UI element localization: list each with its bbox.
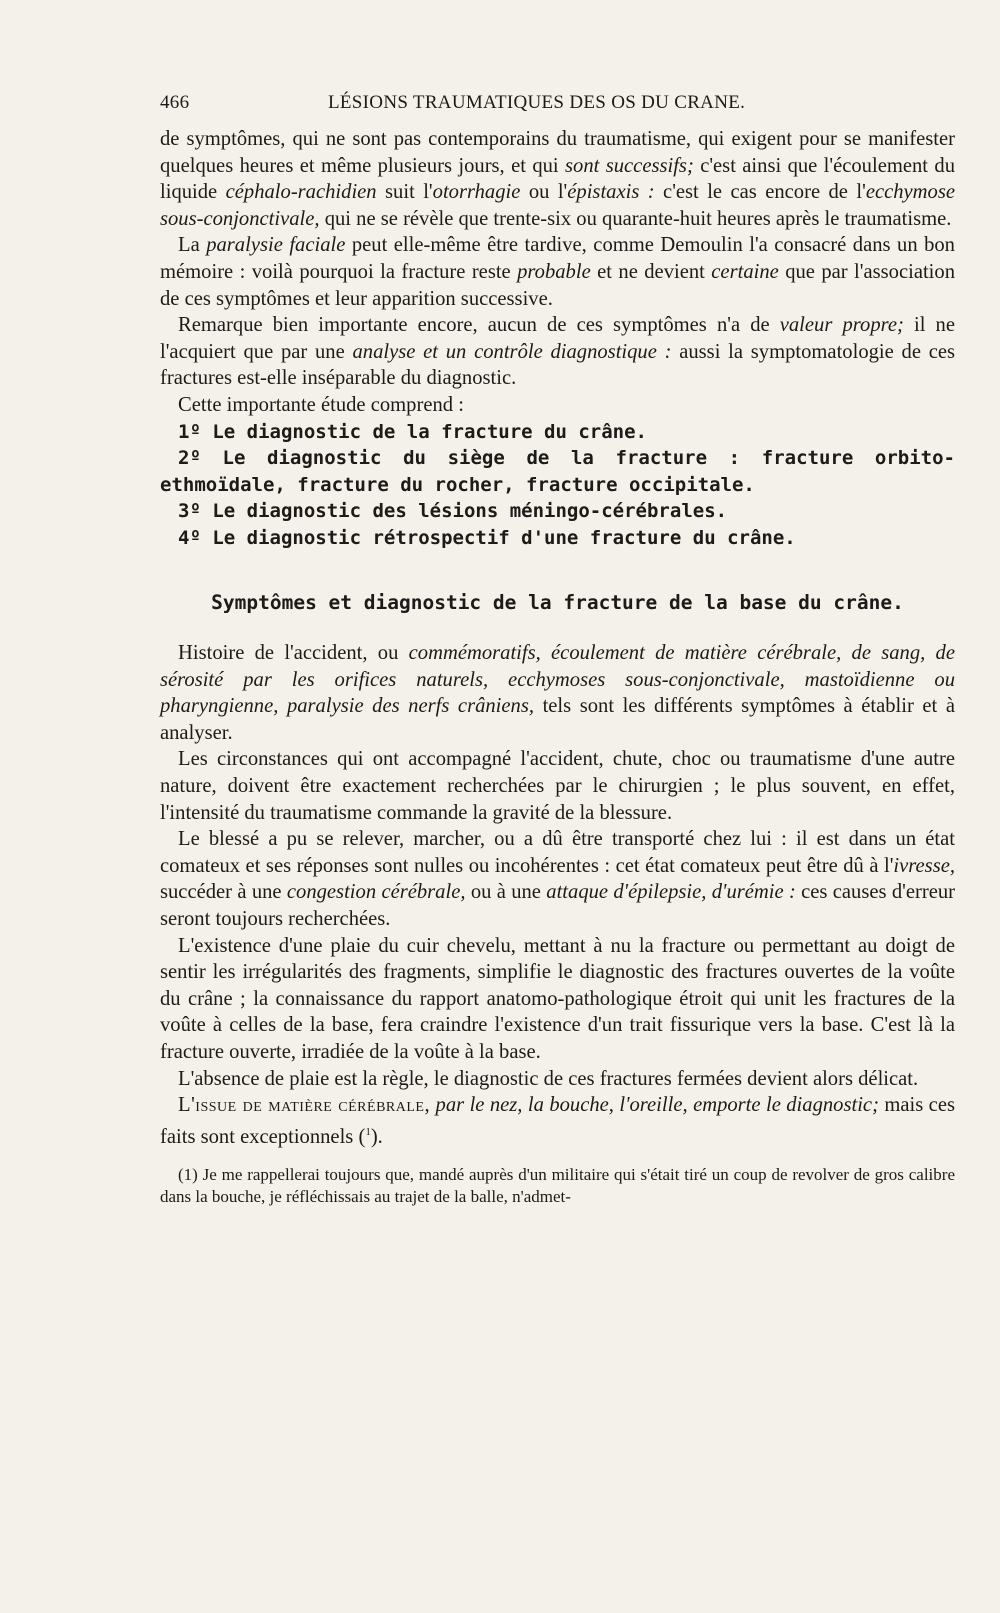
text-run: c'est le cas encore de l' <box>654 181 866 204</box>
text-run: succéder à une <box>160 881 287 904</box>
running-title: LÉSIONS TRAUMATIQUES DES OS DU CRANE. <box>328 92 746 113</box>
footnote <box>160 1164 955 1208</box>
text-run-smallcaps: L'issue de matière cérébrale, <box>178 1094 431 1117</box>
page-number: 466 <box>160 92 190 113</box>
paragraph-history <box>160 640 955 746</box>
text-run: suit l' <box>376 181 433 204</box>
text-run-italic: otorrhagie <box>432 181 521 204</box>
paragraph-brain-matter <box>160 1092 955 1150</box>
text-run-italic: céphalo-rachidien <box>225 181 377 204</box>
text-run: La <box>178 234 207 257</box>
main-text <box>160 126 955 1208</box>
footnote-marker: (1) <box>178 1165 198 1185</box>
text-run-italic: valeur propre; <box>779 314 904 337</box>
list-item: 2º Le diagnostic du siège de la fracture : fracture orbito-ethmoïdale, fracture du rocher, fracture occipitale. <box>160 447 955 496</box>
text-run-italic: congestion cérébrale, <box>286 881 466 904</box>
text-run-italic: attaque d'épilepsie, d'urémie : <box>546 881 796 904</box>
text-run: Histoire de l'accident, ou <box>178 642 409 665</box>
paragraph-remark <box>160 312 955 392</box>
text-run: ou à une <box>465 881 547 904</box>
paragraph-facial-paralysis <box>160 232 955 312</box>
text-run: ou l' <box>520 181 568 204</box>
text-run-italic: épistaxis : <box>567 181 655 204</box>
text-run-italic: analyse et un contrôle diagnostique : <box>352 340 672 363</box>
text-run-italic: ivresse, <box>893 854 955 877</box>
text-run: mais ces faits sont exceptionnels ( <box>160 1094 955 1148</box>
text-run: ces causes d'erreur seront toujours recherchées. <box>160 881 956 931</box>
paragraph-continuation <box>160 126 955 232</box>
text-run: que par l'association de ces symptômes et leur apparition successive. <box>160 260 955 310</box>
text-run: qui ne se révèle que trente-six ou quarante-huit heures après le traumatisme. <box>319 207 952 230</box>
text-run: ). <box>370 1125 383 1148</box>
text-run-italic: ecchymose sous-conjonctivale, <box>160 181 955 230</box>
text-run: aussi la symptomatologie de ces fractures est-elle inséparable du diagnostic. <box>160 340 955 390</box>
footnote-ref: 1 <box>365 1125 371 1138</box>
text-run: de symptômes, qui ne sont pas contemporains du traumatisme, qui exigent pour se manifester quelques heures et même plusieurs jours, et qui <box>160 128 955 177</box>
text-run-italic: sont successifs; <box>565 154 694 177</box>
text-run: et ne devient <box>590 260 712 283</box>
text-run-italic: probable <box>517 260 591 283</box>
section-heading: Symptômes et diagnostic de la fracture de la base du crâne. <box>211 590 904 614</box>
text-run: c'est ainsi que l'écoulement du liquide <box>160 154 955 204</box>
text-run: Remarque bien importante encore, aucun de ces symptômes n'a de <box>178 314 780 337</box>
text-run-italic: par le nez, la bouche, l'oreille, emporte le diagnostic; <box>430 1094 879 1117</box>
paragraph-study-intro: Cette importante étude comprend : <box>178 393 464 416</box>
paragraph-no-wound: L'absence de plaie est la règle, le diagnostic de ces fractures fermées devient alors délicat. <box>178 1067 919 1090</box>
paragraph-comatose <box>160 826 955 932</box>
text-run-italic: commémoratifs, écoulement de matière cérébrale, de sang, de sérosité par les orifices naturels, ecchymoses sous-conjonctivale, mastoïdienne ou pharyngienne, paralysie des nerfs crâniens, <box>160 642 955 718</box>
list-item: 4º Le diagnostic rétrospectif d'une fracture du crâne. <box>178 526 796 549</box>
text-run-italic: certaine <box>711 260 779 283</box>
text-run-italic: paralysie faciale <box>206 234 346 257</box>
text-run: Le blessé a pu se relever, marcher, ou a dû être transporté chez lui : il est dans un état comateux et ses réponses sont nulles ou incohérentes : cet état comateux peut être dû à l' <box>160 828 955 877</box>
footnote-text: Je me rappellerai toujours que, mandé auprès d'un militaire qui s'était tiré un coup de revolver de gros calibre dans la bouche, je réfléchissais au trajet de la balle, n'admet- <box>160 1165 955 1207</box>
list-item: 1º Le diagnostic de la fracture du crâne. <box>178 420 647 443</box>
text-run: peut elle-même être tardive, comme Demoulin l'a consacré dans un bon mémoire : voilà pourquoi la fracture reste <box>160 234 955 283</box>
text-run: il ne l'acquiert que par une <box>160 314 955 363</box>
paragraph-scalp-wound: L'existence d'une plaie du cuir chevelu, mettant à nu la fracture ou permettant au doigt de sentir les irrégularités des fragments, simplifie le diagnostic des fractures ouvertes de la voûte du crâne ; la connaissance du rapport anatomo-pathologique étroit qui unit les fractures de la voûte à celles de la base, fera craindre l'existence d'un trait fissurique vers la base. C'est là la fracture ouverte, irradiée de la voûte à la base. <box>160 934 955 1063</box>
paragraph-circumstances: Les circonstances qui ont accompagné l'accident, chute, choc ou traumatisme d'une autre nature, doivent être exactement recherchées par le chirurgien ; le plus souvent, en effet, l'intensité du traumatisme commande la gravité de la blessure. <box>160 748 955 824</box>
text-run: tels sont les différents symptômes à établir et à analyser. <box>160 695 955 744</box>
list-item: 3º Le diagnostic des lésions méningo-cérébrales. <box>178 500 728 523</box>
